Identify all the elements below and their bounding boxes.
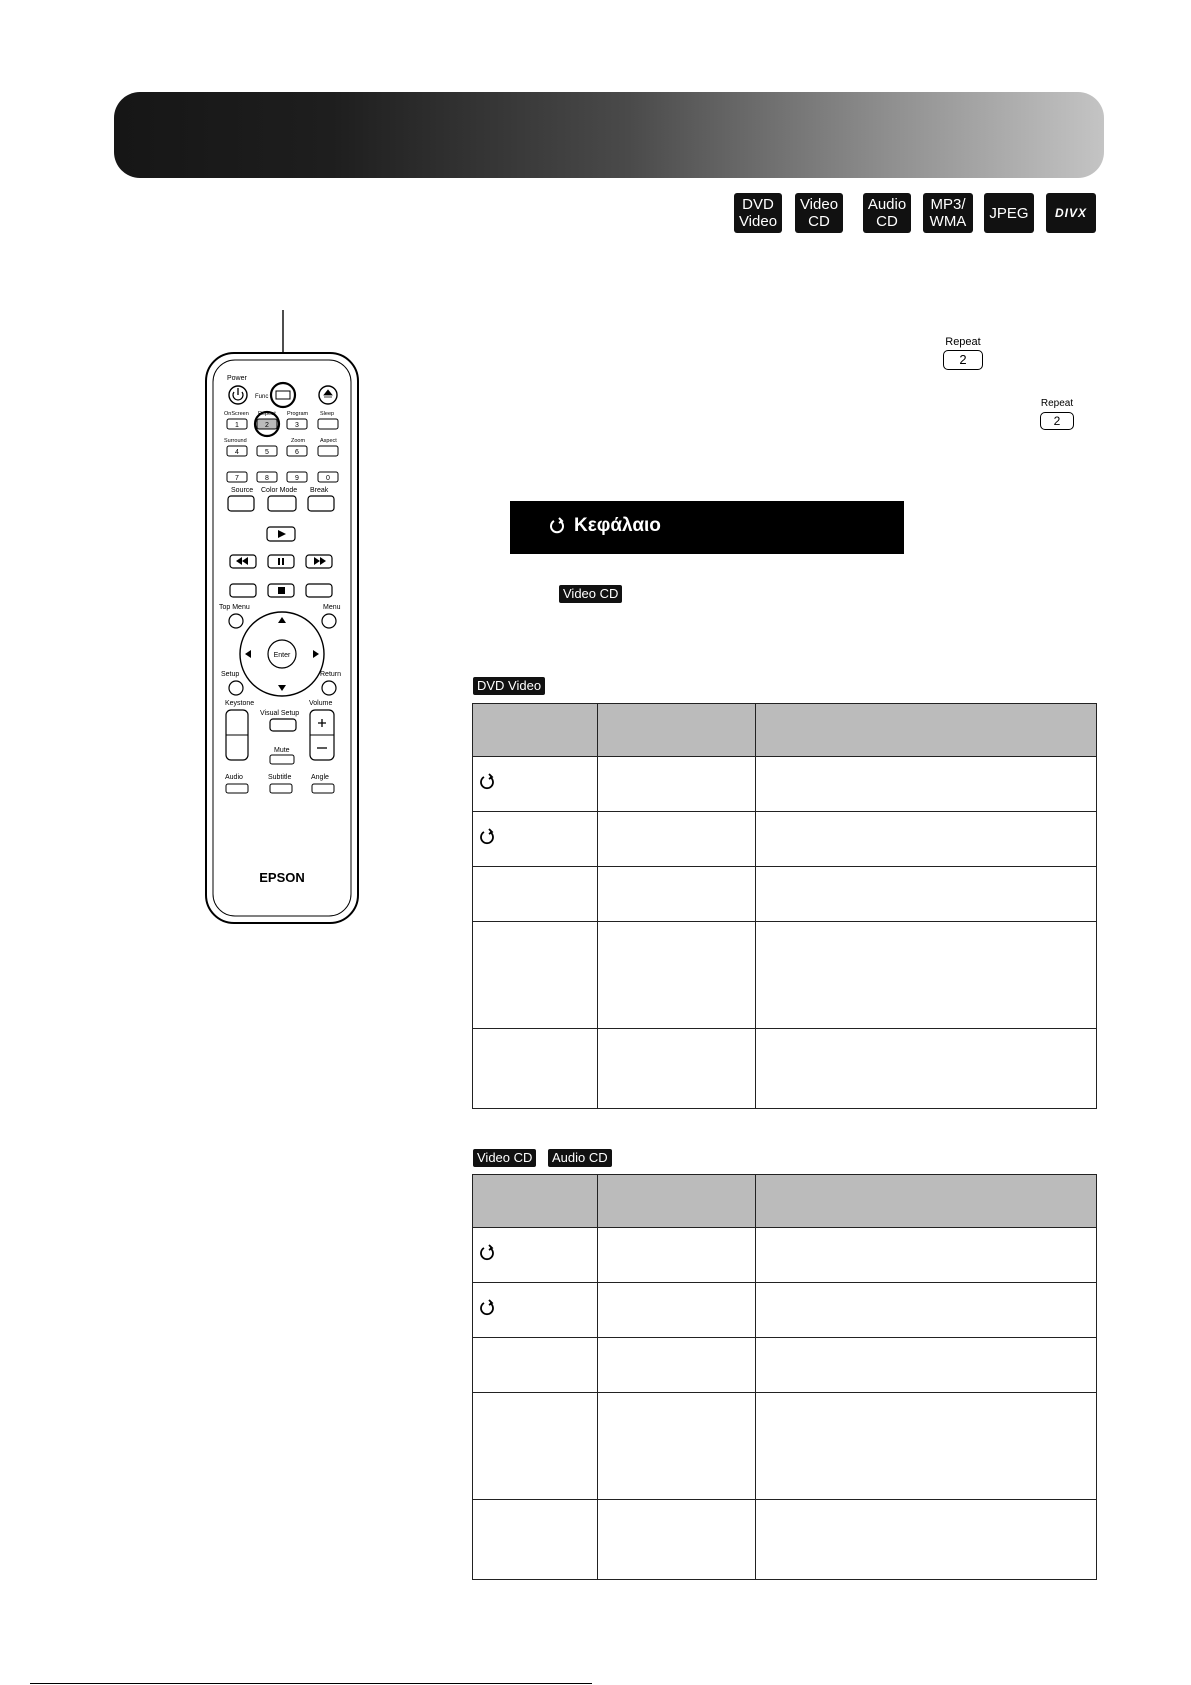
table-cell <box>597 1338 755 1393</box>
table-cell <box>597 1029 755 1109</box>
repeat-icon <box>479 773 497 791</box>
table-header-cell <box>597 704 755 757</box>
table-cell <box>597 1283 755 1338</box>
stop-icon <box>278 587 285 594</box>
table-cell <box>473 1500 598 1580</box>
key-7-label: 7 <box>235 475 239 482</box>
format-badge-dvd-video: DVD Video <box>734 193 782 233</box>
cd-section-tag-video: Video CD <box>473 1149 536 1167</box>
key-2-label: 2 <box>265 422 269 429</box>
epson-logo: EPSON <box>259 870 305 885</box>
mute-button[interactable] <box>270 755 294 764</box>
color-mode-label: Color Mode <box>261 487 298 494</box>
remote-control-illustration <box>200 308 370 928</box>
table-cell <box>473 812 598 867</box>
aspect-label: Aspect <box>320 438 337 444</box>
table-cell <box>597 922 755 1029</box>
top-menu-label: Top Menu <box>219 604 250 611</box>
func-switch[interactable] <box>276 391 290 399</box>
surround-label: Surround <box>224 438 247 444</box>
color-mode-button[interactable] <box>268 496 296 511</box>
table-row <box>473 922 1097 1029</box>
table-cell <box>756 1393 1097 1500</box>
key-1-label: 1 <box>235 422 239 429</box>
table-cell <box>756 1338 1097 1393</box>
repeat-key-number-small: 2 <box>1040 412 1074 430</box>
table-cell <box>597 1228 755 1283</box>
menu-label: Menu <box>323 604 341 611</box>
setup-button[interactable] <box>229 681 243 695</box>
inline-video-cd-tag: Video CD <box>559 585 622 603</box>
dvd-section-tag: DVD Video <box>473 677 545 695</box>
key-0-label: 0 <box>326 475 330 482</box>
power-label: Power <box>227 375 247 382</box>
table-cell <box>473 1228 598 1283</box>
pause-button[interactable] <box>268 555 294 568</box>
key-5-label: 5 <box>265 449 269 456</box>
table-header-row <box>473 704 1097 757</box>
onscreen-label: OnScreen <box>224 411 249 417</box>
table-header-cell <box>756 1175 1097 1228</box>
aspect-button[interactable] <box>318 446 338 456</box>
zoom-label: Zoom <box>291 438 306 444</box>
table-cell <box>473 1029 598 1109</box>
break-label: Break <box>310 487 329 494</box>
table-row <box>473 812 1097 867</box>
table-row <box>473 1283 1097 1338</box>
table-cell <box>756 867 1097 922</box>
table-cell <box>597 1500 755 1580</box>
table-cell <box>473 1393 598 1500</box>
repeat-label: Repeat <box>258 411 276 417</box>
format-badge-video-cd: Video CD <box>795 193 843 233</box>
table-cell <box>597 757 755 812</box>
table-cell <box>597 867 755 922</box>
format-badge-divx: DIVX <box>1046 193 1096 233</box>
cd-section-tag-audio: Audio CD <box>548 1149 612 1167</box>
setup-label: Setup <box>221 671 240 678</box>
table-cell <box>756 1500 1097 1580</box>
table-row <box>473 867 1097 922</box>
table-cell <box>473 867 598 922</box>
dvd-repeat-table <box>472 703 1097 1109</box>
table-row <box>473 1029 1097 1109</box>
table-cell <box>756 812 1097 867</box>
table-cell <box>473 922 598 1029</box>
key-6-label: 6 <box>295 449 299 456</box>
table-cell <box>597 812 755 867</box>
osd-text: Κεφάλαιο <box>574 515 661 536</box>
table-cell <box>473 757 598 812</box>
key-4-label: 4 <box>235 449 239 456</box>
repeat-key-icon <box>941 336 985 370</box>
next-button[interactable] <box>306 584 332 597</box>
subtitle-label: Subtitle <box>268 774 292 781</box>
angle-label: Angle <box>311 774 329 781</box>
volume-label: Volume <box>309 700 333 707</box>
table-cell <box>756 922 1097 1029</box>
table-cell <box>597 1393 755 1500</box>
repeat-key-icon-small <box>1038 398 1076 430</box>
repeat-icon <box>479 828 497 846</box>
table-header-cell <box>473 704 598 757</box>
table-header-row <box>473 1175 1097 1228</box>
table-cell <box>473 1283 598 1338</box>
table-row <box>473 757 1097 812</box>
previous-button[interactable] <box>230 584 256 597</box>
source-button[interactable] <box>228 496 254 511</box>
table-row <box>473 1393 1097 1500</box>
key-9-label: 9 <box>295 475 299 482</box>
break-button[interactable] <box>308 496 334 511</box>
table-header-cell <box>597 1175 755 1228</box>
table-row <box>473 1500 1097 1580</box>
chapter-title-bar <box>114 92 1104 178</box>
key-3-label: 3 <box>295 422 299 429</box>
table-cell <box>756 1228 1097 1283</box>
enter-label: Enter <box>273 652 291 659</box>
subtitle-button[interactable] <box>270 784 292 793</box>
audio-label: Audio <box>225 774 243 781</box>
format-badge-audio-cd: Audio CD <box>863 193 911 233</box>
top-menu-button[interactable] <box>229 614 243 628</box>
table-row <box>473 1338 1097 1393</box>
format-badge-mp3-wma: MP3/ WMA <box>923 193 973 233</box>
repeat-icon <box>549 517 567 535</box>
sleep-label: Sleep <box>320 411 335 417</box>
table-cell <box>756 1283 1097 1338</box>
repeat-key-number: 2 <box>943 350 983 370</box>
repeat-icon <box>479 1244 497 1262</box>
func-label: Func <box>255 394 269 400</box>
table-header-cell <box>473 1175 598 1228</box>
table-cell <box>756 757 1097 812</box>
visual-setup-button[interactable] <box>270 719 296 731</box>
table-row <box>473 1228 1097 1283</box>
repeat-key-caption: Repeat <box>945 336 981 348</box>
return-label: Return <box>320 671 342 678</box>
source-label: Source <box>231 487 254 494</box>
repeat-key-caption-small: Repeat <box>1040 398 1074 409</box>
format-badge-jpeg: JPEG <box>984 193 1034 233</box>
repeat-icon <box>479 1299 497 1317</box>
cd-repeat-table <box>472 1174 1097 1580</box>
footer-rule <box>30 1683 592 1684</box>
table-cell <box>473 1338 598 1393</box>
angle-button[interactable] <box>312 784 334 793</box>
sleep-button[interactable] <box>318 419 338 429</box>
audio-button[interactable] <box>226 784 248 793</box>
mute-label: Mute <box>274 747 290 754</box>
keystone-label: Keystone <box>225 700 255 707</box>
program-label: Program <box>287 411 309 417</box>
table-header-cell <box>756 704 1097 757</box>
visual-setup-label: Visual Setup <box>260 710 300 717</box>
key-8-label: 8 <box>265 475 269 482</box>
menu-button[interactable] <box>322 614 336 628</box>
table-cell <box>756 1029 1097 1109</box>
osd-repeat-display <box>510 501 904 554</box>
return-button[interactable] <box>322 681 336 695</box>
